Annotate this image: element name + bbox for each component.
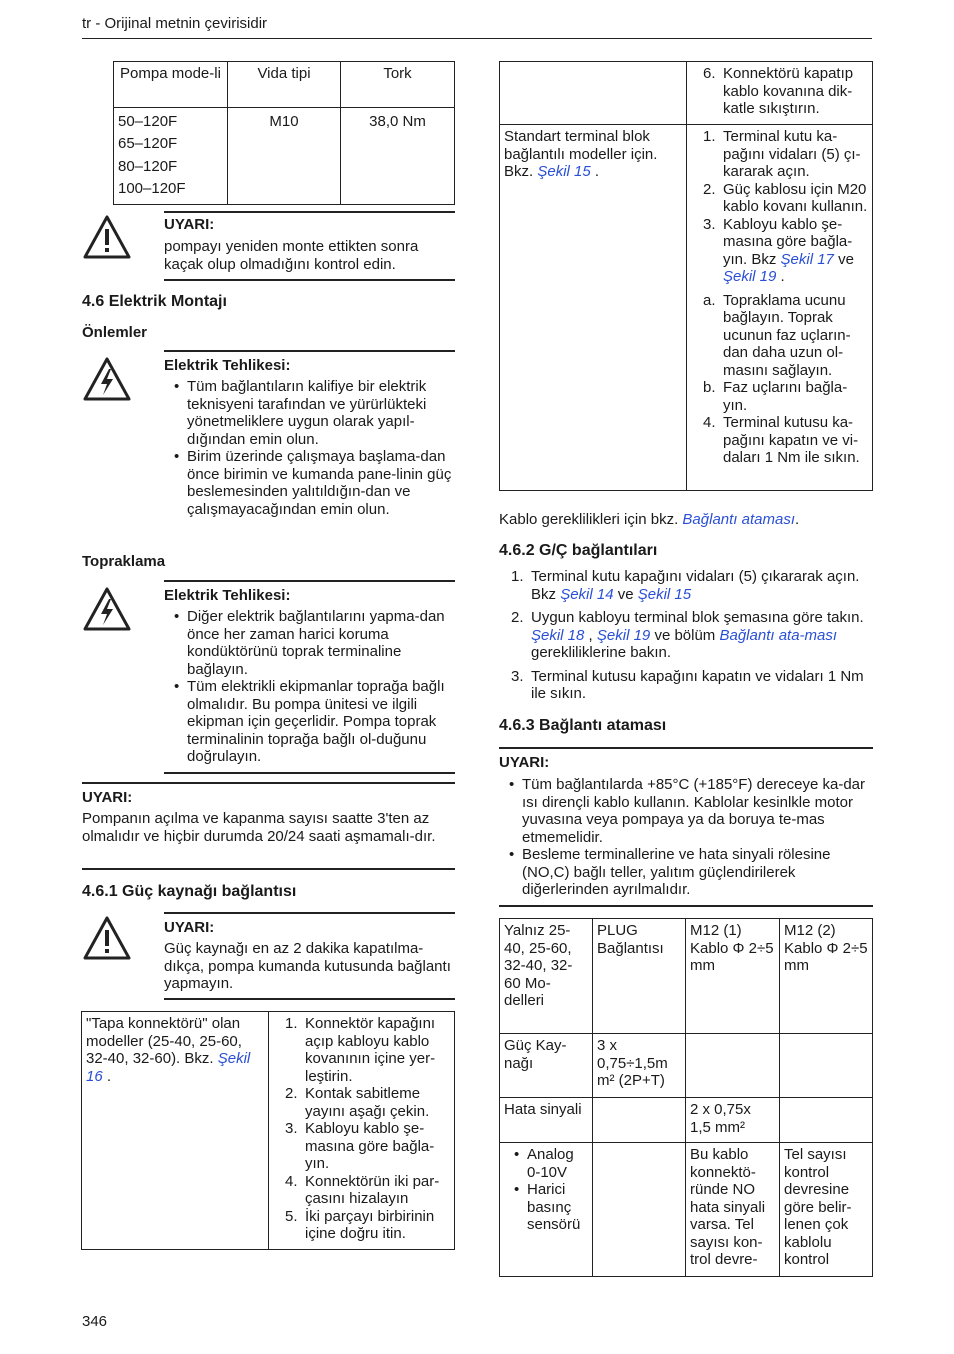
- io-step-list: [499, 568, 873, 703]
- step-list: [273, 1015, 450, 1243]
- hazard-title: Elektrik Tehlikesi:: [164, 587, 291, 604]
- figure-link[interactable]: Şekil 16: [86, 1050, 251, 1085]
- table-row: [500, 1098, 873, 1143]
- figure-link[interactable]: Şekil 17: [780, 250, 834, 268]
- warning-title: UYARI:: [82, 789, 133, 806]
- warning-text: Pompanın açılma ve kapanma sayısı saatte 3'ten az olmalıdır ve hiçbir durumda 20/24 saati aşmamalı-dır.: [82, 810, 436, 845]
- list-item: 4. Konnektörün iki par-çasını hizalayın: [285, 1172, 440, 1207]
- step-list: [691, 65, 868, 118]
- warning-bottom-rule: [82, 868, 455, 870]
- list-item: • Analog 0-10V: [504, 1146, 588, 1181]
- connection-assignment-table: [499, 918, 873, 1277]
- table-row: [500, 919, 873, 1034]
- warning-top-rule: [164, 912, 455, 914]
- section-heading: 4.6.2 G/Ç bağlantıları: [499, 542, 658, 559]
- table-header-cell: M12 (1) Kablo Φ 2÷5 mm: [686, 919, 780, 1034]
- table-cell: Güç Kay-nağı: [500, 1034, 593, 1098]
- electric-hazard-icon: [82, 356, 132, 402]
- table-cell: [780, 1098, 873, 1143]
- list-item: 3. Kabloyu kablo şe-masına göre bağla-yın. Bkz Şekil 17 ve Şekil 19 .: [703, 215, 854, 285]
- header-rule: [82, 38, 872, 39]
- table-cell: [687, 125, 873, 491]
- figure-link[interactable]: Şekil 15: [637, 585, 692, 603]
- list-item: • Tüm bağlantılarda +85°C (+185°F) dereceye ka-dar ısı dirençli kablo kullanın. Kablolar kesinlkle motor yuvasına veya pompaya ya da boruya te-mas etmemelidir.: [499, 776, 873, 846]
- table-cell-models: [114, 108, 228, 205]
- table-header-cell: Pompa mode-li: [114, 62, 228, 108]
- warning-bottom-rule: [499, 905, 873, 907]
- table-row: [500, 62, 873, 125]
- list-item: • Diğer elektrik bağlantılarını yapma-dan önce her zaman harici koruma kondüktörünü toprak terminaline bağlayın.: [164, 608, 456, 678]
- table-header-cell: PLUG Bağlantısı: [593, 919, 686, 1034]
- table-row: [114, 108, 455, 205]
- table-row: [500, 125, 873, 491]
- warning-bottom-rule: [164, 279, 455, 281]
- table-header-cell: Yalnız 25-40, 25-60, 32-40, 32-60 Mo-delleri: [500, 919, 593, 1034]
- warning-top-rule: [164, 211, 455, 213]
- list-item: 1. Terminal kutu kapağını vidaları (5) çıkararak açın. Bkz Şekil 14 ve Şekil 15: [511, 568, 860, 603]
- table-cell-torque: 38,0 Nm: [341, 108, 455, 205]
- warning-top-rule: [82, 782, 455, 784]
- warning-bullet-list: [499, 776, 873, 899]
- figure-link[interactable]: Şekil 18: [531, 626, 585, 644]
- list-item: • Birim üzerinde çalışmaya başlama-dan önce birimin ve kumanda pane-linin güç beslemesinden yalıtıldığın-dan ve çalışmayacağından emin olun.: [164, 448, 456, 518]
- table-cell: "Tapa konnektörü" olan modeller (25-40, 25-60, 32-40, 32-60). Bkz. Şekil 16 .: [82, 1012, 269, 1250]
- table-cell: [593, 1143, 686, 1277]
- list-item: 6. Konnektörü kapatıp kablo kovanına dik-katle sıkıştırın.: [703, 65, 854, 117]
- table-cell: [593, 1098, 686, 1143]
- table-header-cell: M12 (2) Kablo Φ 2÷5 mm: [780, 919, 873, 1034]
- table-cell: Hata sinyali: [500, 1098, 593, 1143]
- table-row: [500, 1034, 873, 1098]
- table-row: [114, 62, 455, 108]
- model-item: 50–120F: [118, 113, 178, 130]
- hazard-bottom-rule: [164, 772, 455, 774]
- table-cell: [780, 1034, 873, 1098]
- list-item: 1. Konnektör kapağını açıp kabloyu kablo kovanının içine yer-leştirin.: [285, 1015, 436, 1085]
- torque-table: [113, 61, 455, 205]
- warning-title: UYARI:: [164, 919, 215, 936]
- table-cell: [500, 1143, 593, 1277]
- table-cell: [687, 62, 873, 125]
- section-link[interactable]: Bağlantı ata-ması: [719, 626, 838, 644]
- hazard-top-rule: [164, 350, 455, 352]
- warning-text: Güç kaynağı en az 2 dakika kapatılma-dıkça, pompa kumanda kutusunda bağlantı yapmayın.: [164, 940, 451, 992]
- warning-title: UYARI:: [164, 216, 215, 233]
- running-header: tr - Orijinal metnin çevirisidir: [82, 15, 268, 32]
- table-cell-screw: M10: [228, 108, 341, 205]
- list-item: 2. Kontak sabitleme yayını aşağı çekin.: [285, 1085, 430, 1120]
- warning-text: pompayı yeniden monte ettikten sonra kaçak olup olmadığını kontrol edin.: [164, 238, 419, 273]
- list-item: • Harici basınç sensörü: [504, 1181, 588, 1234]
- page-number: 346: [82, 1313, 108, 1330]
- warning-top-rule: [499, 747, 873, 749]
- list-item: b. Faz uçlarını bağla-yın.: [703, 379, 848, 414]
- list-item: 2. Güç kablosu için M20 kablo kovanı kullanın.: [703, 180, 868, 215]
- terminal-block-table: [499, 61, 873, 491]
- list-item: • Tüm elektrikli ekipmanlar toprağa bağlı olmalıdır. Bu pompa ünitesi ve ilgili ekipman için geçerlidir. Pompa toprak terminalinin toprağa bağlı ol-duğunu doğrulayın.: [164, 678, 456, 766]
- warning-triangle-icon: [82, 915, 132, 961]
- plug-connector-table: [81, 1011, 455, 1250]
- figure-link[interactable]: Şekil 14: [560, 585, 614, 603]
- model-item: 80–120F: [118, 157, 178, 175]
- hazard-bullet-list: [164, 378, 456, 518]
- electric-hazard-icon: [82, 586, 132, 632]
- table-row: [500, 1143, 873, 1277]
- table-header-cell: Vida tipi: [228, 62, 341, 108]
- table-cell: Standart terminal blok bağlantılı modeller için. Bkz. Şekil 15 .: [500, 125, 687, 491]
- step-list: [691, 128, 868, 467]
- figure-link[interactable]: Şekil 15: [537, 163, 591, 180]
- section-heading: 4.6.3 Bağlantı ataması: [499, 717, 667, 734]
- table-cell: 3 x 0,75÷1,5m m² (2P+T): [593, 1034, 686, 1098]
- hazard-title: Elektrik Tehlikesi:: [164, 357, 291, 374]
- signal-list: [504, 1146, 588, 1234]
- table-cell: [269, 1012, 455, 1250]
- list-item: 3. Kabloyu kablo şe-masına göre bağla-yın.: [285, 1120, 435, 1172]
- list-item: • Tüm bağlantıların kalifiye bir elektrik teknisyeni tarafından ve yürürlükteki yönetmeliklere uygun olarak yapıl-dığından emin olun.: [164, 378, 456, 448]
- subheading-grounding: Topraklama: [82, 553, 166, 570]
- list-item: 1. Terminal kutu ka-pağını vidaları (5) çı-kararak açın.: [703, 128, 861, 180]
- hazard-top-rule: [164, 580, 455, 582]
- section-link[interactable]: Bağlantı ataması: [682, 511, 795, 528]
- table-header-cell: Tork: [341, 62, 455, 108]
- table-cell: [500, 62, 687, 125]
- cell-text: "Tapa konnektörü" olan modeller (25-40, 25-60, 32-40, 32-60). Bkz.: [86, 1015, 242, 1067]
- table-cell: [686, 1034, 780, 1098]
- list-item: 4. Terminal kutusu ka-pağını kapatın ve vi-daları 1 Nm ile sıkın.: [703, 414, 860, 466]
- list-item: 5. İki parçayı birbirinin içine doğru itin.: [285, 1207, 435, 1242]
- list-item: 3. Terminal kutusu kapağını kapatın ve vidaları 1 Nm ile sıkın.: [511, 667, 864, 702]
- model-item: 100–120F: [118, 180, 186, 198]
- table-cell: Tel sayısı kontrol devresine göre belir-lenen çok kablolu kontrol: [780, 1143, 873, 1277]
- subheading-precautions: Önlemler: [82, 324, 148, 341]
- section-heading: 4.6 Elektrik Montajı: [82, 293, 227, 310]
- figure-link[interactable]: Şekil 19: [723, 268, 777, 285]
- list-item: a. Topraklama ucunu bağlayın. Toprak ucunun faz uçların-dan daha uzun ol-masını sağlayın.: [703, 291, 851, 379]
- table-cell: Bu kablo konnektö-ründe NO hata sinyali varsa. Tel sayısı kon-trol devre-: [686, 1143, 780, 1277]
- hazard-bullet-list: [164, 608, 456, 766]
- warning-bottom-rule: [164, 998, 455, 1000]
- warning-title: UYARI:: [499, 754, 550, 771]
- table-cell: 2 x 0,75x 1,5 mm²: [686, 1098, 780, 1143]
- warning-triangle-icon: [82, 214, 132, 260]
- model-item: 65–120F: [118, 135, 178, 153]
- section-heading: 4.6.1 Güç kaynağı bağlantısı: [82, 883, 297, 900]
- cable-requirements-text: Kablo gereklilikleri için bkz. Bağlantı ataması.: [499, 511, 800, 528]
- table-row: [82, 1012, 455, 1250]
- list-item: 2. Uygun kabloyu terminal blok şemasına göre takın. Şekil 18 , Şekil 19 ve bölüm Bağlantı ata-ması gerekliliklerine bakın.: [511, 609, 864, 661]
- cell-text: Standart terminal blok bağlantılı modeller için. Bkz.: [504, 128, 658, 180]
- list-item: • Besleme terminallerine ve hata sinyali rölesine (NO,C) bağlı teller, yalıtım güçlendirilerek diğerlerinden ayrılmalıdır.: [499, 846, 873, 899]
- figure-link[interactable]: Şekil 19: [596, 626, 651, 644]
